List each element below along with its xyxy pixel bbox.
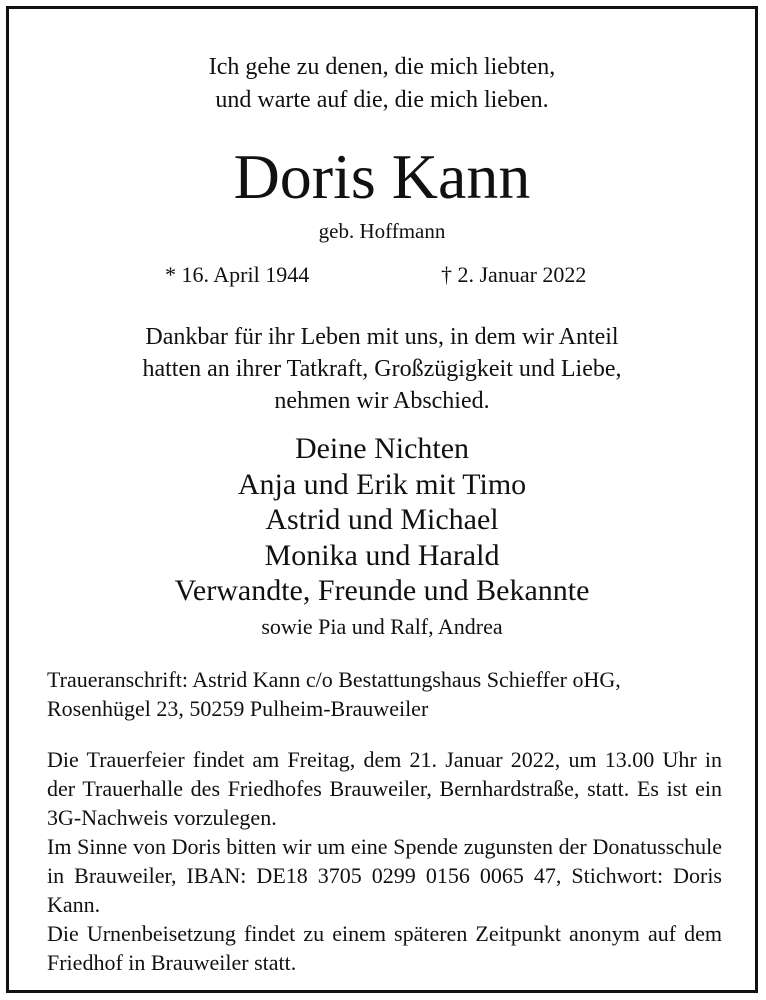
motto-line: und warte auf die, die mich lieben.: [215, 87, 549, 113]
address-line: Traueranschrift: Astrid Kann c/o Bestattungshaus Schieffer oHG,: [47, 667, 621, 692]
urn-burial-paragraph: Die Urnenbeisetzung findet zu einem späteren Zeitpunkt anonym auf dem Friedhof in Brauweiler statt.: [47, 921, 722, 975]
obituary-card: [6, 6, 758, 993]
mourner-line: Monika und Harald: [264, 538, 500, 572]
deceased-name: Doris Kann: [233, 141, 531, 212]
gratitude-line: nehmen wir Abschied.: [274, 388, 490, 414]
mourning-address: [47, 665, 722, 723]
mourners-list: [9, 431, 755, 609]
gratitude-line: hatten an ihrer Tatkraft, Großzügigkeit und Liebe,: [142, 356, 622, 382]
motto-quote: [9, 51, 755, 117]
mourner-line: Anja und Erik mit Timo: [237, 467, 527, 501]
mourner-line: Verwandte, Freunde und Bekannte: [174, 574, 590, 607]
ceremony-details: [47, 745, 722, 977]
gratitude-line: Dankbar für ihr Leben mit uns, in dem wir Anteil: [145, 324, 619, 350]
death-date: † 2. Januar 2022: [441, 262, 587, 287]
mourner-line: Astrid und Michael: [265, 503, 499, 536]
mourner-line: Deine Nichten: [294, 432, 470, 465]
ceremony-paragraph: Die Trauerfeier findet am Freitag, dem 21. Januar 2022, um 13.00 Uhr in der Trauerhalle des Friedhofes Brauweiler, Bernhardstraße, statt. Es ist ein 3G-Nachweis vorzulegen.: [47, 747, 722, 830]
address-line: Rosenhügel 23, 50259 Pulheim-Brauweiler: [47, 696, 429, 721]
additional-mourners: sowie Pia und Ralf, Andrea: [261, 614, 503, 639]
donation-paragraph: Im Sinne von Doris bitten wir um eine Spende zugunsten der Donatusschule in Brauweiler, IBAN: DE18 3705 0299 0156 0065 47, Stichwort: Doris Kann.: [47, 834, 722, 917]
motto-line: Ich gehe zu denen, die mich liebten,: [208, 54, 556, 80]
maiden-name: geb. Hoffmann: [318, 219, 446, 243]
gratitude-text: [9, 321, 755, 417]
birth-date: * 16. April 1944: [165, 262, 310, 287]
